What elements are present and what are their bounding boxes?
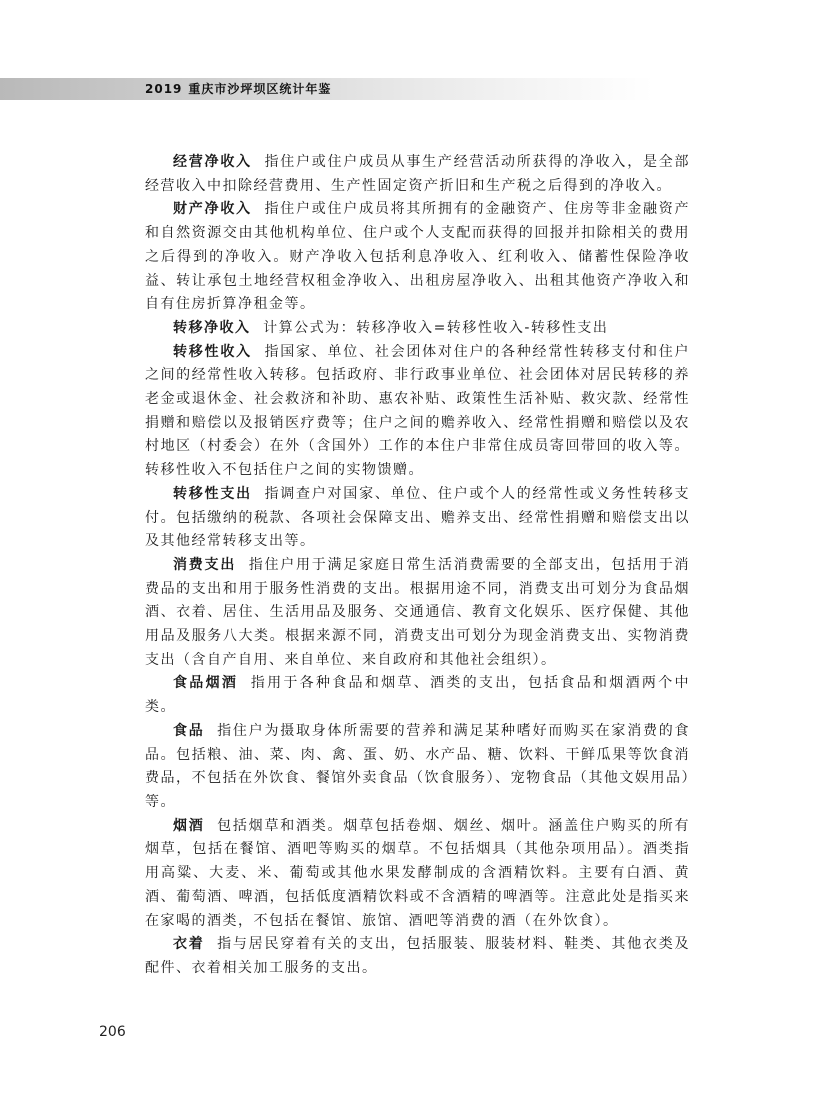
entry-term: 转移性收入	[173, 343, 252, 360]
entry-term: 消费支出	[173, 556, 237, 573]
entry-definition: 包括烟草和酒类。烟草包括卷烟、烟丝、烟叶。涵盖住户购买的所有烟草，包括在餐馆、酒吧等购买的烟草。不包括烟具（其他杂项用品）。酒类指用高粱、大麦、米、葡萄或其他水果发酵制成的含酒精饮料。主要有白酒、黄酒、葡萄酒、啤酒，包括低度酒精饮料或不含酒精的啤酒等。注意此处是指买来在家喝的酒类，不包括在餐馆、旅馆、酒吧等消费的酒（在外饮食）。	[145, 817, 691, 929]
header-year: 2019	[145, 82, 183, 96]
glossary-entry	[145, 554, 690, 673]
entry-definition: 指国家、单位、社会团体对住户的各种经常性转移支付和住户之间的经常性收入转移。包括政府、非行政事业单位、社会团体对居民转移的养老金或退休金、社会救济和补助、惠农补贴、政策性生活补贴、救灾款、经常性捐赠和赔偿以及报销医疗费等；住户之间的赡养收入、经常性捐赠和赔偿以及农村地区（村委会）在外（含国外）工作的本住户非常住成员寄回带回的收入等。转移性收入不包括住户之间的实物馈赠。	[145, 343, 691, 479]
glossary-entry	[145, 151, 690, 198]
entry-definition: 指住户用于满足家庭日常生活消费需要的全部支出，包括用于消费品的支出和用于服务性消费的支出。根据用途不同，消费支出可划分为食品烟酒、衣着、居住、生活用品及服务、交通通信、教育文化娱乐、医疗保健、其他用品及服务八大类。根据来源不同，消费支出可划分为现金消费支出、实物消费支出（含自产自用、来自单位、来自政府和其他社会组织）。	[145, 556, 691, 668]
glossary-entry	[145, 815, 690, 934]
glossary-entry	[145, 341, 690, 483]
glossary-entry	[145, 672, 690, 719]
glossary-entry	[145, 198, 690, 317]
entry-term: 食品烟酒	[173, 675, 239, 692]
running-head	[145, 80, 331, 98]
glossary-entry	[145, 317, 690, 341]
glossary-entry	[145, 483, 690, 554]
entry-definition: 指调查户对国家、单位、住户或个人的经常性或义务性转移支付。包括缴纳的税款、各项社会保障支出、赡养支出、经常性捐赠和赔偿支出以及其他经常转移支出等。	[145, 485, 691, 550]
entry-term: 财产净收入	[173, 201, 252, 218]
glossary-entry	[145, 933, 690, 980]
page-number: 206	[99, 1024, 126, 1040]
header-book-title: 重庆市沙坪坝区统计年鉴	[188, 82, 332, 96]
entry-definition: 指用于各种食品和烟草、酒类的支出，包括食品和烟酒两个中类。	[145, 675, 690, 716]
entry-term: 食品	[173, 722, 205, 739]
entry-definition: 指住户或住户成员从事生产经营活动所获得的净收入，是全部经营收入中扣除经营费用、生产性固定资产折旧和生产税之后得到的净收入。	[145, 154, 691, 194]
entry-definition: 指住户或住户成员将其所拥有的金融资产、住房等非金融资产和自然资源交由其他机构单位、住户或个人支配而获得的回报并扣除相关的费用之后得到的净收入。财产净收入包括利息净收入、红利收入、储蓄性保险净收益、转让承包土地经营权租金净收入、出租房屋净收入、出租其他资产净收入和自有住房折算净租金等。	[145, 201, 691, 313]
glossary-entry	[145, 720, 690, 815]
entry-term: 转移净收入	[173, 319, 251, 336]
entry-term: 衣着	[173, 936, 205, 953]
glossary-body	[145, 151, 690, 981]
header-band	[0, 78, 816, 100]
entry-term: 经营净收入	[173, 154, 252, 170]
entry-term: 烟酒	[173, 817, 205, 834]
entry-definition: 计算公式为：转移净收入=转移性收入-转移性支出	[263, 319, 609, 336]
entry-definition: 指与居民穿着有关的支出，包括服装、服装材料、鞋类、其他衣类及配件、衣着相关加工服务的支出。	[145, 936, 691, 976]
entry-term: 转移性支出	[173, 485, 252, 502]
entry-definition: 指住户为摄取身体所需要的营养和满足某种嗜好而购买在家消费的食品。包括粮、油、菜、肉、禽、蛋、奶、水产品、糖、饮料、干鲜瓜果等饮食消费品，不包括在外饮食、餐馆外卖食品（饮食服务）、宠物食品（其他文娱用品）等。	[145, 722, 691, 810]
